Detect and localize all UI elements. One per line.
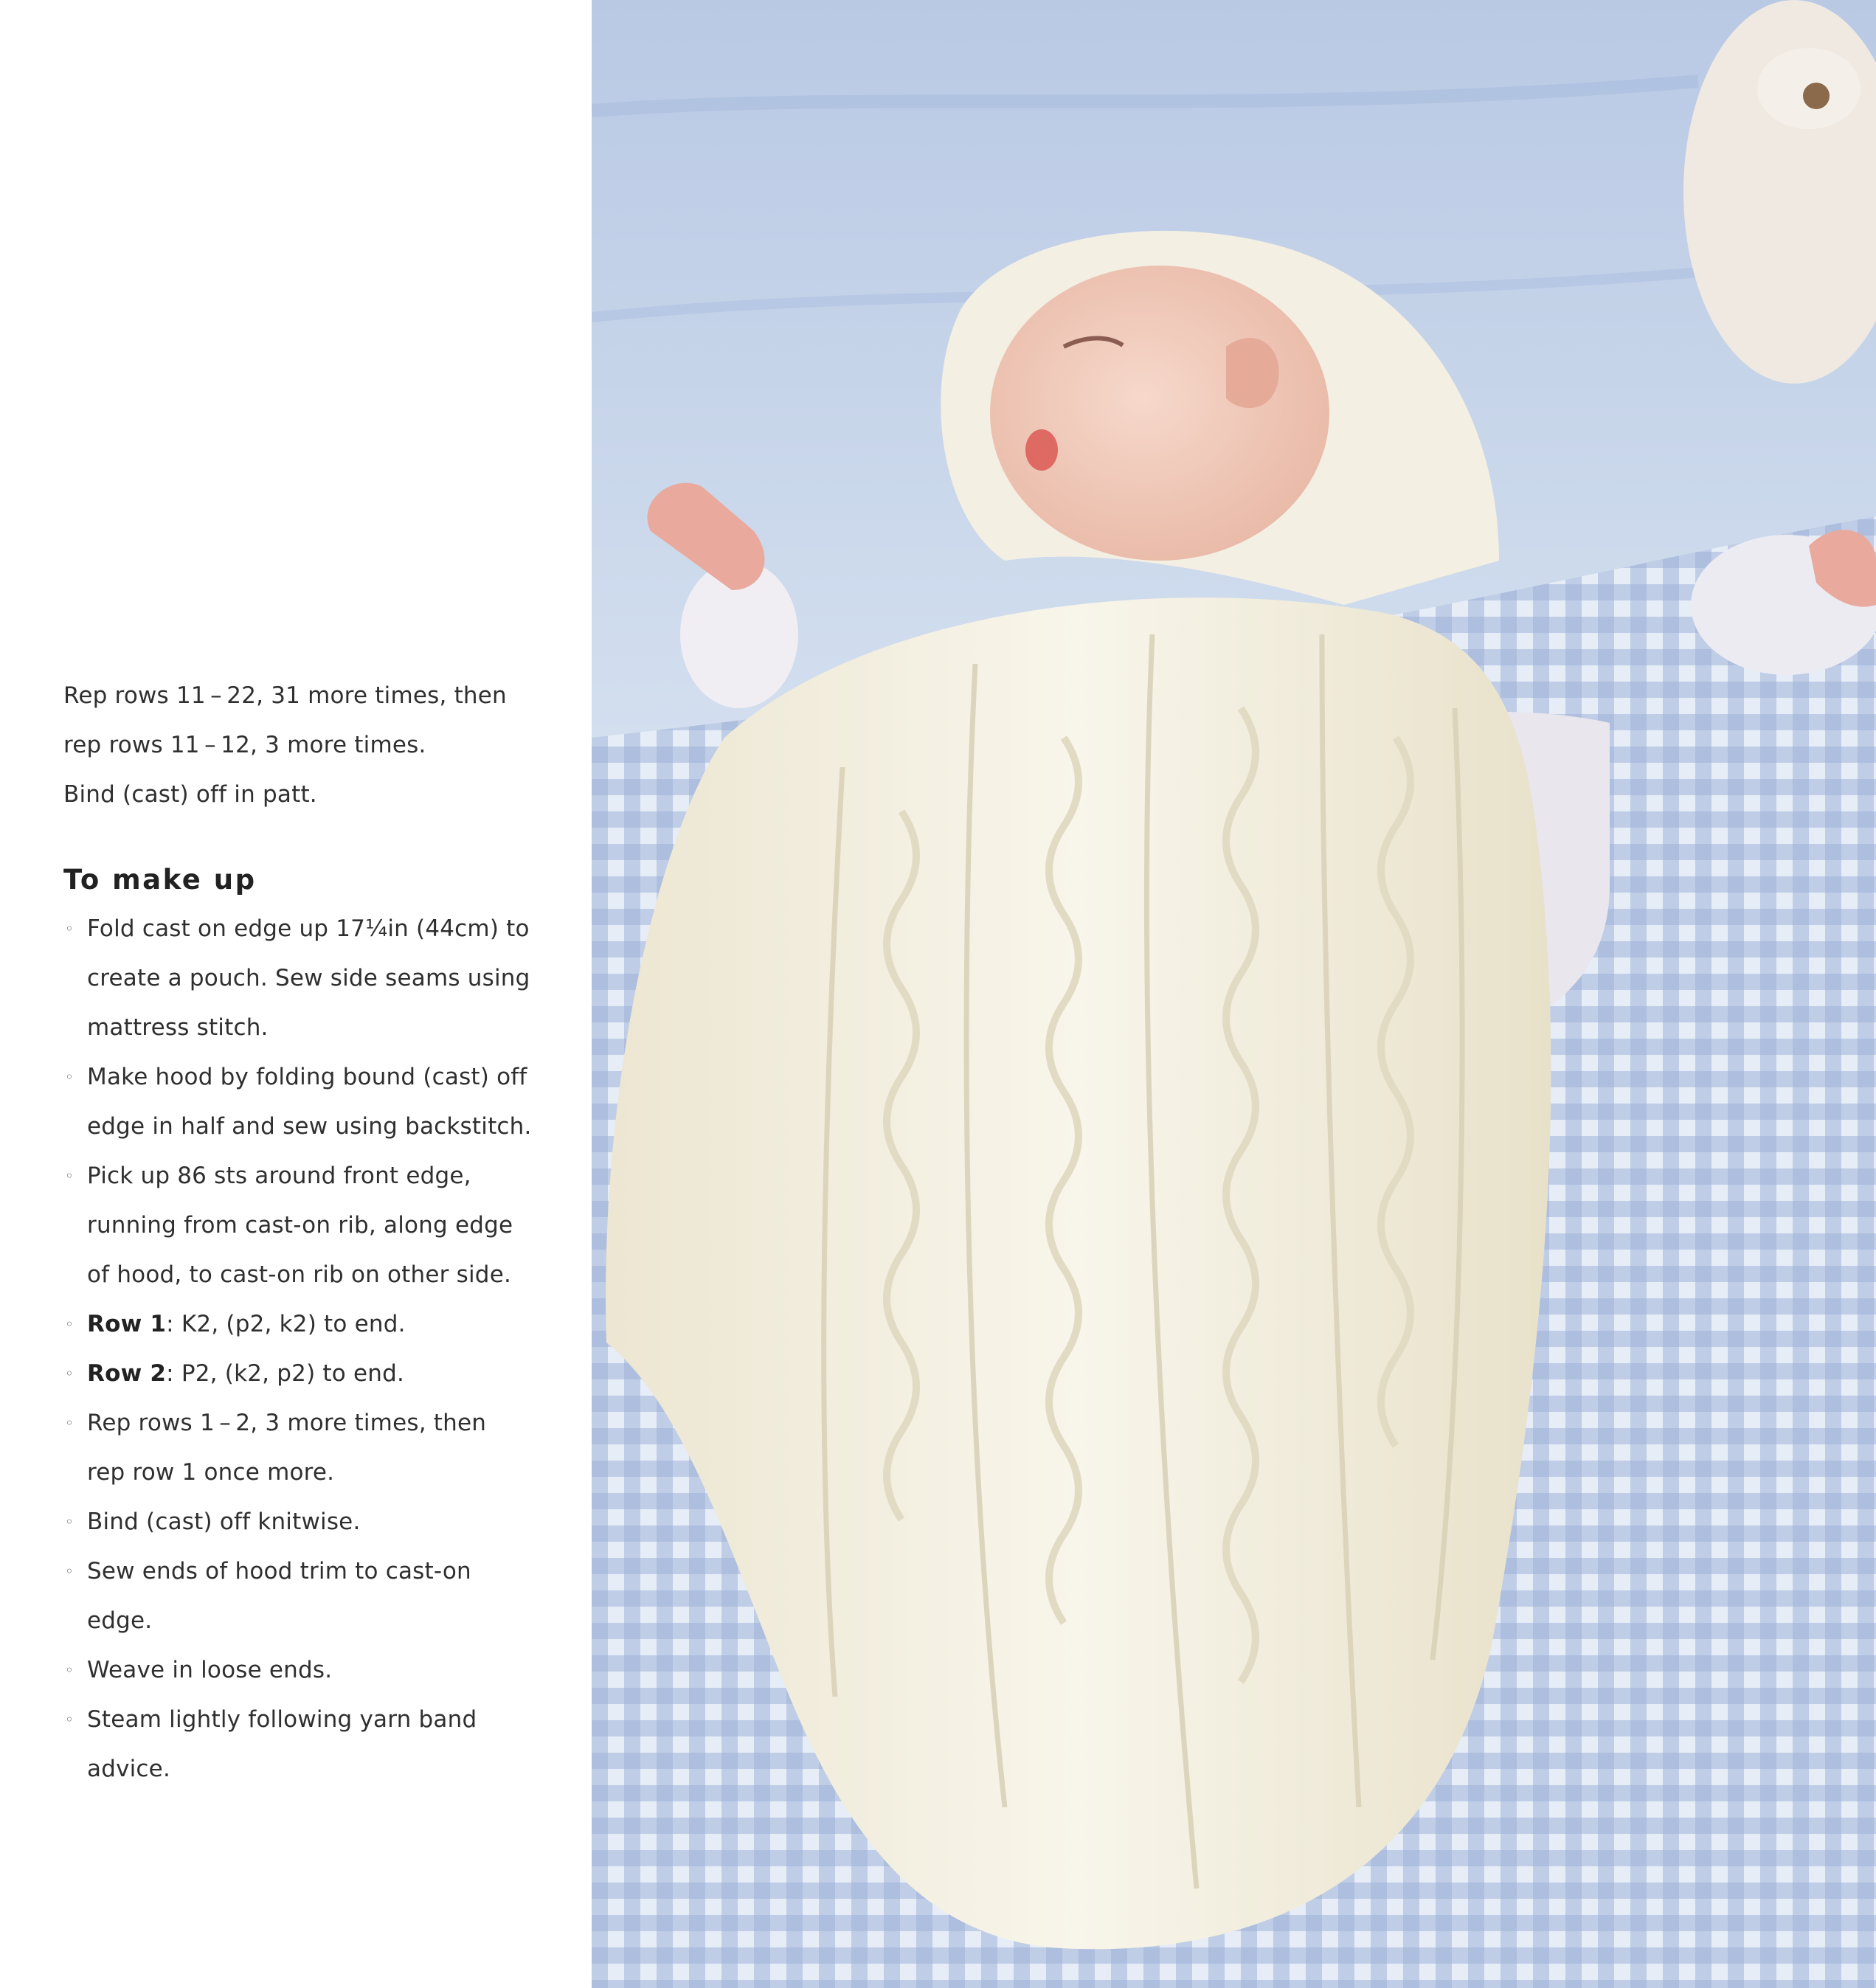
step-line: Steam lightly following yarn band bbox=[87, 1706, 477, 1733]
row-label: Row 2 bbox=[87, 1360, 167, 1387]
step-line: create a pouch. Sew side seams using bbox=[87, 965, 530, 991]
bullet-icon: ◦ bbox=[65, 1365, 74, 1382]
row-label: Row 1 bbox=[87, 1311, 167, 1337]
list-item bbox=[63, 1646, 565, 1695]
bullet-icon: ◦ bbox=[65, 1167, 74, 1185]
step-line: edge in half and sew using backstitch. bbox=[87, 1113, 532, 1140]
list-item bbox=[63, 1399, 565, 1497]
step-line: of hood, to cast-on rib on other side. bbox=[87, 1261, 512, 1288]
bullet-icon: ◦ bbox=[65, 920, 74, 938]
baby-ear bbox=[1226, 338, 1279, 408]
step-line bbox=[87, 1349, 565, 1399]
step-line: advice. bbox=[87, 1756, 171, 1782]
list-item bbox=[63, 1053, 565, 1151]
intro-line: rep rows 11 – 12, 3 more times. bbox=[63, 732, 426, 758]
photo-illustration bbox=[592, 0, 1876, 1988]
list-item bbox=[63, 1497, 565, 1547]
make-up-steps bbox=[63, 904, 565, 1794]
pattern-instructions bbox=[63, 671, 565, 1794]
list-item bbox=[63, 1695, 565, 1794]
baby-sleeping-bag-photo bbox=[592, 0, 1876, 1988]
section-heading: To make up bbox=[63, 864, 257, 896]
intro-line: Bind (cast) off in patt. bbox=[63, 781, 317, 808]
step-line: Bind (cast) off knitwise. bbox=[87, 1509, 361, 1535]
step-line: Pick up 86 sts around front edge, bbox=[87, 1163, 471, 1189]
bullet-icon: ◦ bbox=[65, 1414, 74, 1432]
step-line: running from cast-on rib, along edge bbox=[87, 1212, 513, 1239]
step-line: mattress stitch. bbox=[87, 1014, 269, 1041]
list-item bbox=[63, 1547, 565, 1646]
bullet-icon: ◦ bbox=[65, 1661, 74, 1679]
intro-line: Rep rows 11 – 22, 31 more times, then bbox=[63, 682, 507, 709]
step-line bbox=[87, 1300, 565, 1349]
row-instruction: : P2, (k2, p2) to end. bbox=[166, 1360, 405, 1387]
baby-mouth bbox=[1025, 429, 1058, 471]
bullet-icon: ◦ bbox=[65, 1562, 74, 1580]
bullet-icon: ◦ bbox=[65, 1513, 74, 1531]
step-line: edge. bbox=[87, 1607, 153, 1634]
baby-face bbox=[990, 266, 1329, 561]
list-item bbox=[63, 1151, 565, 1300]
step-line: Make hood by folding bound (cast) off bbox=[87, 1064, 527, 1090]
step-line: Rep rows 1 – 2, 3 more times, then bbox=[87, 1410, 487, 1436]
list-item bbox=[63, 1349, 565, 1399]
bullet-icon: ◦ bbox=[65, 1711, 74, 1728]
list-item bbox=[63, 904, 565, 1053]
step-line: Weave in loose ends. bbox=[87, 1657, 333, 1683]
bullet-icon: ◦ bbox=[65, 1068, 74, 1086]
row-instruction: : K2, (p2, k2) to end. bbox=[166, 1311, 406, 1337]
intro-paragraph bbox=[63, 671, 565, 820]
step-line: Fold cast on edge up 17¼in (44cm) to bbox=[87, 915, 530, 942]
list-item bbox=[63, 1300, 565, 1349]
step-line: rep row 1 once more. bbox=[87, 1459, 335, 1486]
step-line: Sew ends of hood trim to cast-on bbox=[87, 1558, 471, 1584]
bullet-icon: ◦ bbox=[65, 1315, 74, 1333]
